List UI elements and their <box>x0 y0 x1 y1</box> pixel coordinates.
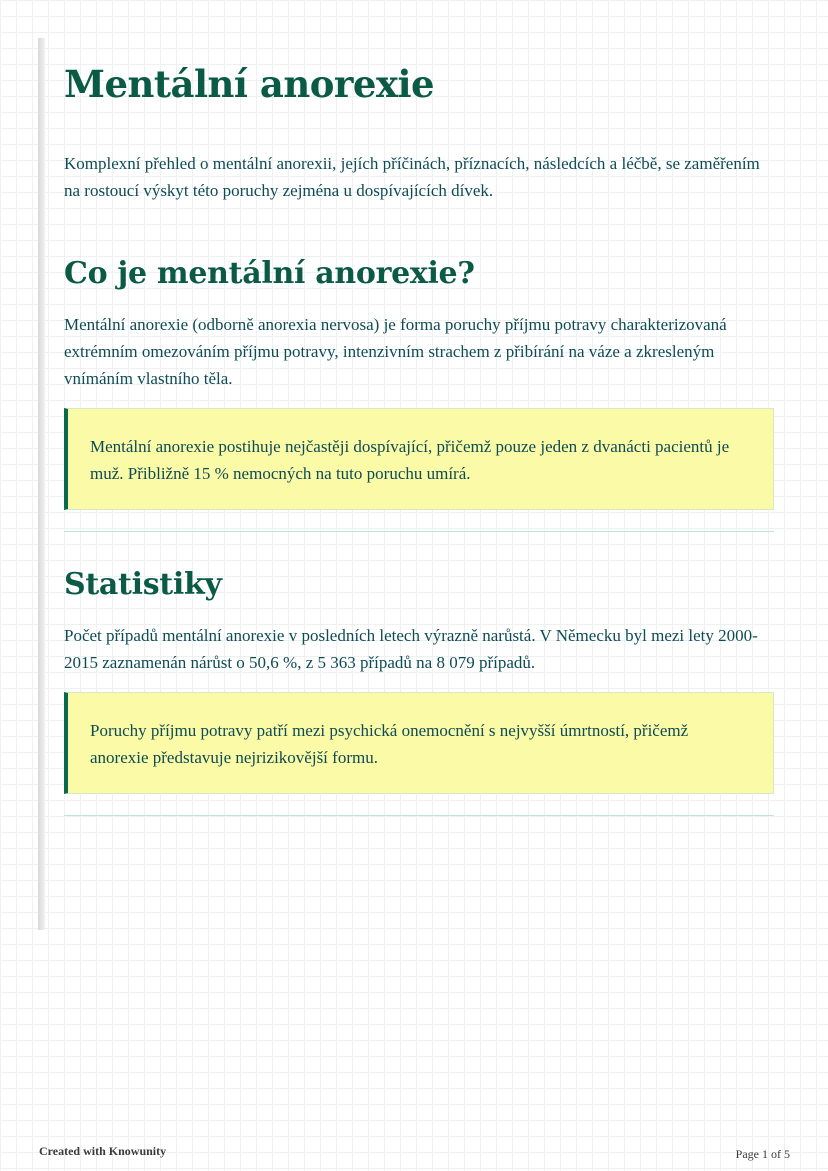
section-what-is <box>64 254 774 532</box>
footer-page-indicator: Page 1 of 5 <box>735 1147 790 1161</box>
callout-text: Mentální anorexie postihuje nejčastěji dospívající, přičemž pouze jeden z dvanácti pacientů je muž. Přibližně 15 % nemocných na tuto poruchu umírá. <box>90 437 730 483</box>
section-paragraph: Mentální anorexie (odborně anorexia nervosa) je forma poruchy příjmu potravy charakterizovaná extrémním omezováním příjmu potravy, intenzivním strachem z přibírání na váze a zkresleným vnímáním vlastního těla. <box>64 315 727 388</box>
page-edge-shadow <box>38 38 45 930</box>
section-divider <box>64 531 774 532</box>
section-divider <box>64 815 774 816</box>
highlight-callout <box>64 692 774 794</box>
highlight-callout <box>64 408 774 510</box>
footer-created-with: Created with Knowunity <box>39 1144 167 1158</box>
page-title: Mentální anorexie <box>64 62 435 106</box>
section-heading: Co je mentální anorexie? <box>64 256 475 291</box>
callout-text: Poruchy příjmu potravy patří mezi psychická onemocnění s nejvyšší úmrtností, přičemž anorexie představuje nejrizikovější formu. <box>90 721 689 767</box>
intro-paragraph: Komplexní přehled o mentální anorexii, jejích příčinách, příznacích, následcích a léčbě, se zaměřením na rostoucí výskyt této poruchy zejména u dospívajících dívek. <box>64 154 760 200</box>
section-statistics <box>64 565 774 816</box>
section-paragraph: Počet případů mentální anorexie v posledních letech výrazně narůstá. V Německu byl mezi lety 2000-2015 zaznamenán nárůst o 50,6 %, z 5 363 případů na 8 079 případů. <box>64 626 758 672</box>
document-content <box>64 52 774 816</box>
section-heading: Statistiky <box>64 567 222 602</box>
